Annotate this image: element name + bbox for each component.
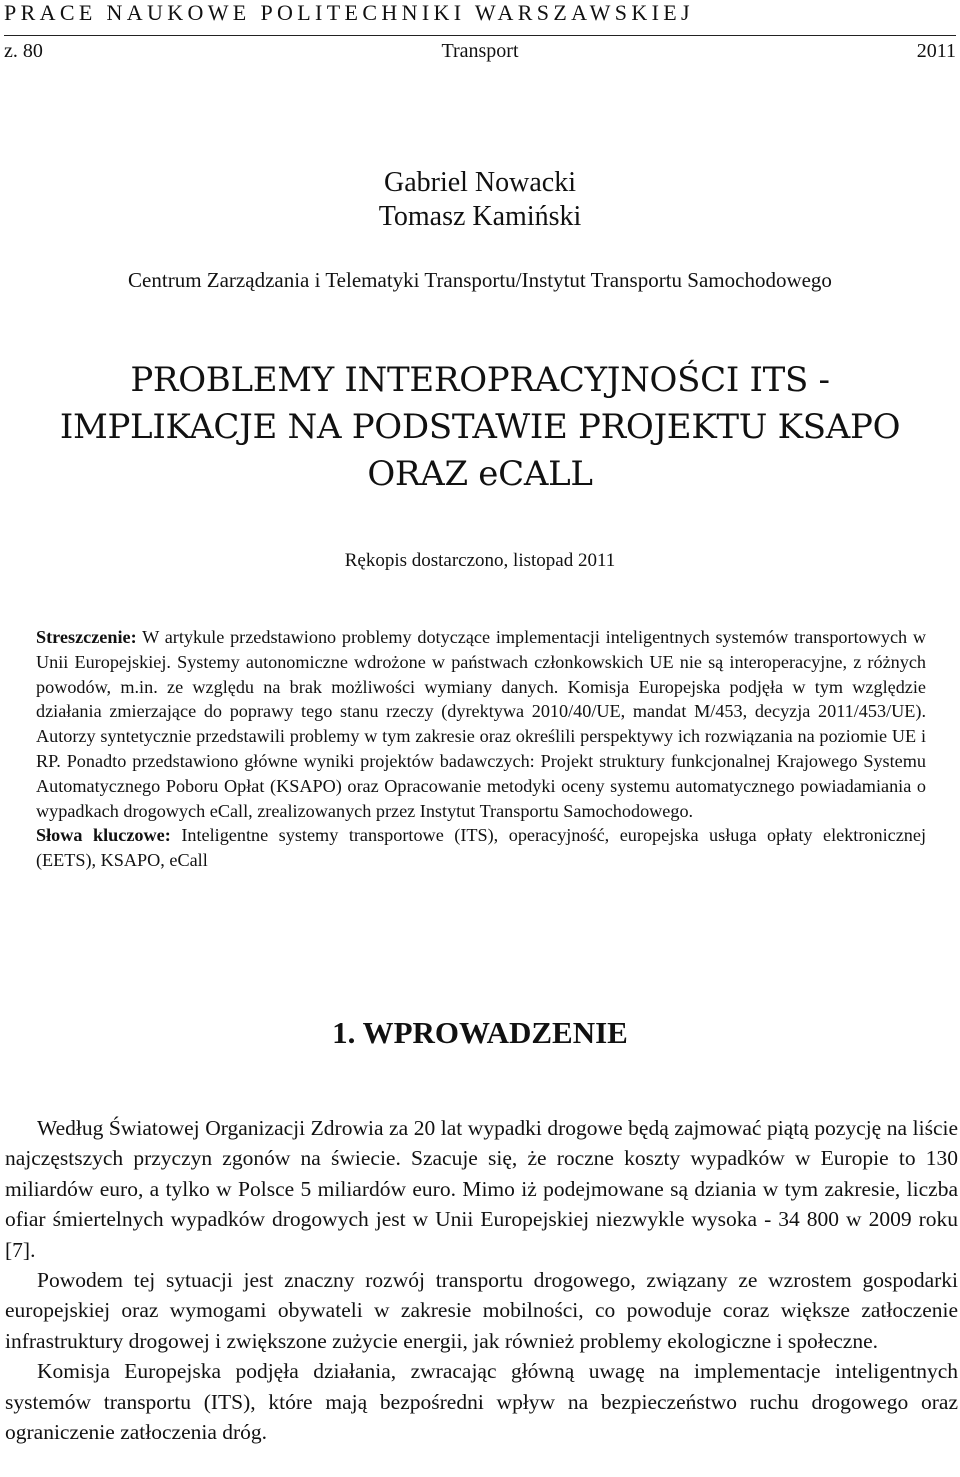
abstract-text: W artykule przedstawiono problemy dotyczące implementacji inteligentnych systemów transportowych w Unii Europejskiej. Systemy autonomiczne wdrożone w państwach członkowskich UE nie są interoperacyjne, z różnych powodów, m.in. ze względu na brak możliwości wymiany danych. Komisja Europejska podjęła w tym względzie działania zmierzające do poprawy tego stanu rzeczy (dyrektywa 2010/40/UE, mandat M/453, decyzja 2011/453/UE). Autorzy syntetycznie przedstawili problemy w tym zakresie oraz określili perspektywy ich rozwiązania na poziomie UE i RP. Ponadto przedstawiono główne wyniki projektów badawczych: Projekt struktury funkcjonalnej Krajowego Systemu Automatycznego Poboru Opłat (KSAPO) oraz Opracowanie metodyki oceny systemu automatycznego powiadamiania o wypadkach drogowych eCall, zrealizowanych przez Instytut Transportu Samochodowego. <box>36 627 927 821</box>
keywords-label: Słowa kluczowe: <box>36 825 171 846</box>
title-line: ORAZ eCALL <box>367 454 593 494</box>
authors <box>0 166 960 234</box>
received-note: Rękopis dostarczono, listopad 2011 <box>344 550 616 571</box>
affiliation: Centrum Zarządzania i Telematyki Transportu/Instytut Transportu Samochodowego <box>128 268 832 292</box>
issue-year: 2011 <box>916 40 956 62</box>
keywords-paragraph <box>36 823 926 873</box>
body-paragraph: Powodem tej sytuacji jest znaczny rozwój transportu drogowego, związany ze wzrostem gospodarki europejskiej oraz wymogami obywateli w zakresie mobilności, co powoduje coraz większe zatłoczenie infrastruktury drogowej i zwiększone zużycie energii, jak również problemy ekologiczne i społeczne. <box>5 1268 958 1353</box>
header-rule <box>4 35 956 36</box>
section-heading: 1. WPROWADZENIE <box>332 1015 628 1050</box>
body-paragraph: Komisja Europejska podjęła działania, zwracając główną uwagę na implementacje inteligentnych systemów transportu (ITS), które mają bezpośredni wpływ na bezpieczeństwo ruchu drogowego oraz ograniczenie zatłoczenia dróg. <box>5 1359 958 1445</box>
body-paragraph: Według Światowej Organizacji Zdrowia za 20 lat wypadki drogowe będą zajmować piątą pozycję na liście najczęstszych przyczyn zgonów na świecie. Szacuje się, że roczne koszty wypadków w Europie to 130 miliardów euro, a tylko w Polsce 5 miliardów euro. Mimo iż podejmowane są dziania w tym zakresie, liczba ofiar śmiertelnych wypadków drogowych jest w Unii Europejskiej niezwykle wysoka - 34 800 w 2009 roku [7]. <box>5 1116 958 1262</box>
author-name: Gabriel Nowacki <box>383 167 577 198</box>
series-name: Transport <box>441 40 519 62</box>
paper-title <box>0 357 960 498</box>
body-text <box>5 1113 958 1447</box>
journal-name: PRACE NAUKOWE POLITECHNIKI WARSZAWSKIEJ <box>4 0 694 25</box>
abstract <box>36 625 926 873</box>
author-name: Tomasz Kamiński <box>378 201 582 232</box>
title-line: PROBLEMY INTEROPRACYJNOŚCI ITS - <box>130 360 830 400</box>
abstract-paragraph <box>36 625 926 823</box>
title-line: IMPLIKACJE NA PODSTAWIE PROJEKTU KSAPO <box>59 407 901 447</box>
keywords-text: Inteligentne systemy transportowe (ITS), operacyjność, europejska usługa opłaty elektronicznej (EETS), KSAPO, eCall <box>36 825 927 871</box>
issue-number: z. 80 <box>4 40 43 62</box>
abstract-label: Streszczenie: <box>36 627 137 647</box>
